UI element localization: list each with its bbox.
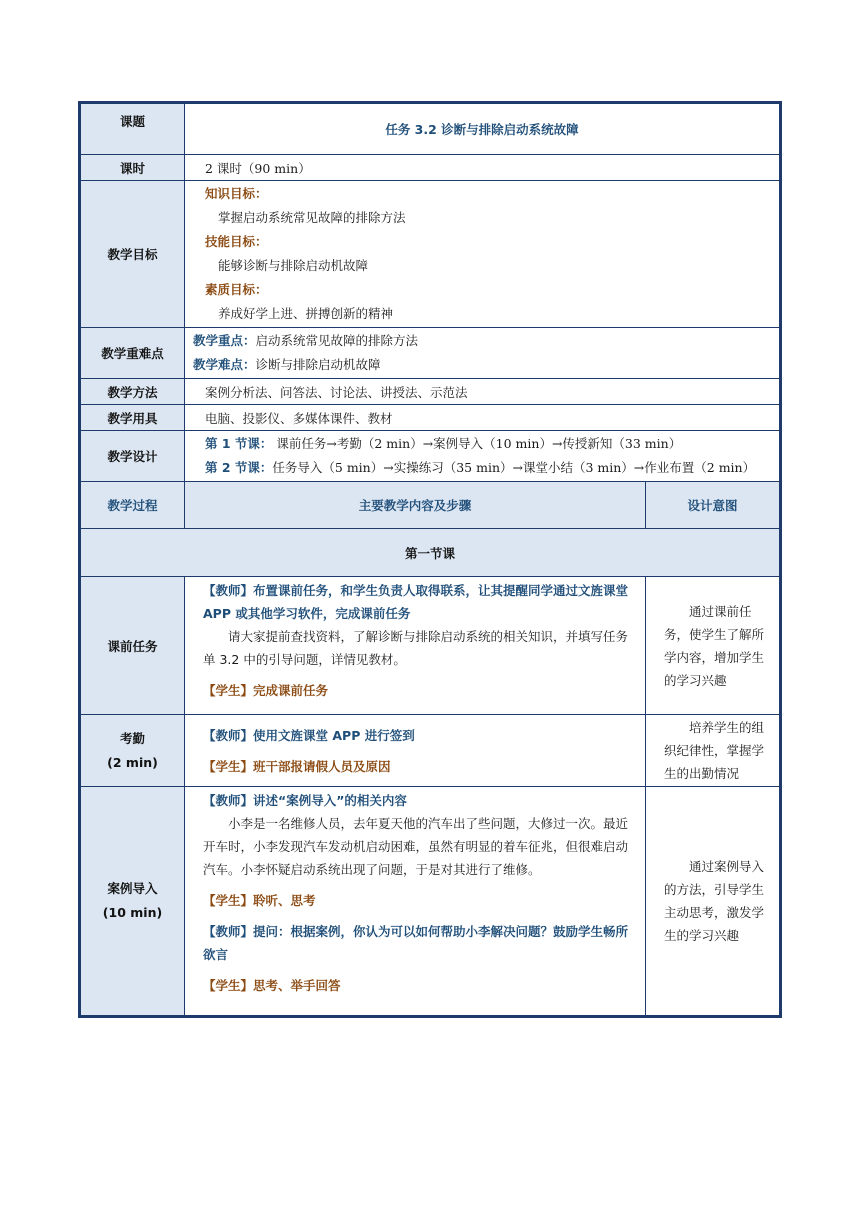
attendance-duration: (2 min): [107, 754, 158, 770]
keypoints-label: 教学重难点: [81, 328, 185, 379]
attendance-label: [81, 715, 185, 787]
knowledge-goal-label: 知识目标：: [205, 186, 268, 201]
goals-label: 教学目标: [81, 181, 185, 328]
difficulty-label: 教学难点：: [193, 357, 256, 372]
student-answer-step: 【学生】思考、举手回答: [203, 978, 341, 993]
design-label: 教学设计: [81, 431, 185, 482]
teacher-step: 【教师】布置课前任务，和学生负责人取得联系，让其提醒同学通过文旌课堂 APP 或其他学习软件，完成课前任务: [203, 583, 629, 621]
focus-label: 教学重点：: [193, 333, 256, 348]
keypoints-content: [185, 328, 780, 379]
teacher-step: 【教师】讲述“案例导入”的相关内容: [203, 793, 407, 808]
goals-content: [185, 181, 780, 328]
process-column-header: 教学过程: [81, 482, 185, 529]
topic-label: 课题: [81, 104, 185, 155]
method-value: 案例分析法、问答法、讨论法、讲授法、示范法: [185, 379, 780, 405]
student-step: 【学生】聆听、思考: [203, 893, 316, 908]
hours-value: 2 课时（90 min）: [185, 155, 780, 181]
tools-value: 电脑、投影仪、多媒体课件、教材: [185, 405, 780, 431]
page-title: 任务 3.2 诊断与排除启动系统故障: [185, 104, 780, 155]
student-step: 【学生】班干部报请假人员及原因: [203, 758, 391, 774]
hours-label: 课时: [81, 155, 185, 181]
case-intro-title: 案例导入: [107, 881, 158, 896]
attendance-content: [185, 715, 646, 787]
case-intro-intent: 通过案例导入的方法，引导学生主动思考，激发学生的学习兴趣: [646, 787, 780, 1016]
step-body: 小李是一名维修人员，去年夏天他的汽车出了些问题，大修过一次。最近开车时，小李发现汽车发动机启动困难，虽然有明显的着车征兆，但很难启动汽车。小李怀疑启动系统出现了问题，于是对其进行了维修。: [203, 816, 629, 877]
student-step: 【学生】完成课前任务: [203, 683, 329, 698]
design-content: [185, 431, 780, 482]
teacher-step: 【教师】使用文旌课堂 APP 进行签到: [203, 727, 415, 743]
pre-class-content: [185, 577, 646, 715]
difficulty-text: 诊断与排除启动机故障: [255, 357, 381, 372]
attendance-title: 考勤: [119, 730, 145, 746]
case-intro-content: [185, 787, 646, 1016]
intent-column-header: 设计意图: [646, 482, 780, 529]
pre-class-label: 课前任务: [81, 577, 185, 715]
lesson1-label: 第 1 节课：: [205, 436, 273, 451]
case-intro-duration: (10 min): [102, 905, 163, 920]
attendance-intent: 培养学生的组织纪律性，掌握学生的出勤情况: [646, 715, 780, 787]
step-body: 请大家提前查找资料，了解诊断与排除启动系统的相关知识，并填写任务单 3.2 中的引导问题，详情见教材。: [203, 629, 629, 667]
skill-goal-label: 技能目标：: [205, 234, 268, 249]
method-label: 教学方法: [81, 379, 185, 405]
teacher-question-step: 【教师】提问：根据案例，你认为可以如何帮助小李解决问题？鼓励学生畅所欲言: [203, 924, 629, 962]
lesson-plan-table: [80, 103, 780, 1016]
knowledge-goal-text: 掌握启动系统常见故障的排除方法: [218, 210, 406, 225]
content-column-header: 主要教学内容及步骤: [185, 482, 646, 529]
quality-goal-label: 素质目标：: [205, 282, 268, 297]
lesson2-label: 第 2 节课：: [205, 460, 273, 475]
lesson2-text: 任务导入（5 min）→实操练习（35 min）→课堂小结（3 min）→作业布置（2 min）: [272, 460, 756, 475]
tools-label: 教学用具: [81, 405, 185, 431]
quality-goal-text: 养成好学上进、拼搏创新的精神: [218, 306, 394, 321]
lesson1-text: 课前任务→考勤（2 min）→案例导入（10 min）→传授新知（33 min）: [276, 436, 682, 451]
skill-goal-text: 能够诊断与排除启动机故障: [218, 258, 369, 273]
focus-text: 启动系统常见故障的排除方法: [255, 333, 419, 348]
case-intro-label: [81, 787, 185, 1016]
section-title: 第一节课: [81, 529, 780, 577]
pre-class-intent: 通过课前任务，使学生了解所学内容，增加学生的学习兴趣: [646, 577, 780, 715]
